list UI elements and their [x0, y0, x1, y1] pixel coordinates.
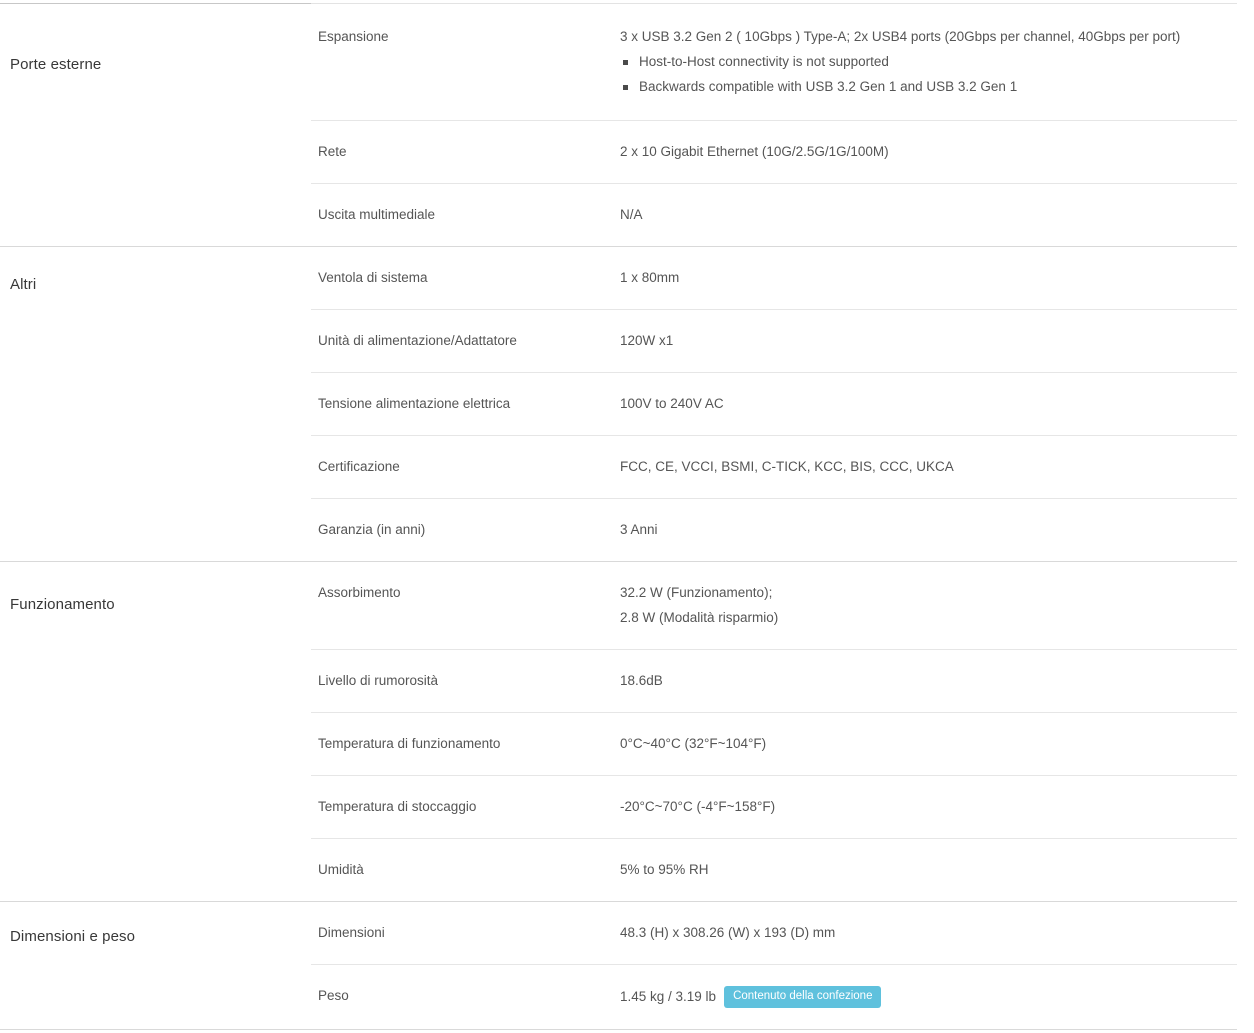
value-line: 18.6dB [620, 673, 663, 688]
spec-row [311, 965, 1237, 1029]
spec-row-label: Assorbimento [318, 585, 401, 600]
spec-row-label: Peso [318, 988, 349, 1003]
value-line: 32.2 W (Funzionamento); [620, 585, 773, 600]
category-label: Porte esterne [10, 56, 102, 73]
spec-section [0, 902, 1237, 1030]
spec-row [311, 902, 1237, 965]
value-line: 100V to 240V AC [620, 396, 724, 411]
spec-row [311, 121, 1237, 184]
spec-row [311, 650, 1237, 713]
spec-row-label: Livello di rumorosità [318, 673, 439, 688]
spec-row-label: Garanzia (in anni) [318, 522, 426, 537]
spec-row [311, 713, 1237, 776]
spec-row [311, 4, 1237, 121]
spec-row-label: Tensione alimentazione elettrica [318, 396, 511, 411]
spec-row [311, 247, 1237, 310]
bullet-text: Backwards compatible with USB 3.2 Gen 1 and USB 3.2 Gen 1 [639, 79, 1018, 94]
category-label: Altri [10, 276, 37, 293]
spec-row-value [620, 268, 1237, 288]
spec-row-label: Certificazione [318, 459, 400, 474]
spec-row [311, 373, 1237, 436]
value-line: 48.3 (H) x 308.26 (W) x 193 (D) mm [620, 925, 836, 940]
spec-row-value [620, 331, 1237, 351]
spec-row-label: Uscita multimediale [318, 207, 436, 222]
value-line: 2.8 W (Modalità risparmio) [620, 610, 779, 625]
spec-row [311, 562, 1237, 650]
value-line: 3 Anni [620, 522, 658, 537]
category-label: Dimensioni e peso [10, 928, 136, 945]
spec-row-value [620, 734, 1237, 754]
section-rows [311, 562, 1237, 901]
bullet-square-icon [623, 60, 628, 65]
value-line: N/A [620, 207, 643, 222]
value-line: 120W x1 [620, 333, 674, 348]
value-with-badge [620, 986, 1237, 1008]
spec-row-label: Dimensioni [318, 925, 385, 940]
category-cell [0, 902, 311, 1029]
bullet-item [620, 77, 1237, 97]
bullet-text: Host-to-Host connectivity is not supported [639, 54, 889, 69]
category-cell [0, 562, 311, 901]
spec-row [311, 776, 1237, 839]
spec-row [311, 310, 1237, 373]
spec-row-label: Ventola di sistema [318, 270, 428, 285]
spec-row-value [620, 923, 1237, 943]
spec-row-value [620, 797, 1237, 817]
spec-section [0, 247, 1237, 562]
value-line: 0°C~40°C (32°F~104°F) [620, 736, 767, 751]
spec-row [311, 436, 1237, 499]
spec-row-label: Temperatura di funzionamento [318, 736, 501, 751]
spec-row-value [620, 671, 1237, 691]
spec-row [311, 839, 1237, 901]
spec-row-value [620, 457, 1237, 477]
category-cell [0, 4, 311, 246]
spec-row-label: Unità di alimentazione/Adattatore [318, 333, 517, 348]
category-label: Funzionamento [10, 596, 115, 613]
bullet-item [620, 52, 1237, 72]
spec-row-label: Rete [318, 144, 347, 159]
spec-row-value [620, 986, 1237, 1008]
spec-row-value [620, 860, 1237, 880]
spec-row-value [620, 583, 1237, 628]
value-line: 1 x 80mm [620, 270, 680, 285]
spec-row-label: Temperatura di stoccaggio [318, 799, 477, 814]
section-rows [311, 4, 1237, 246]
spec-row-value [620, 205, 1237, 225]
value-line: 2 x 10 Gigabit Ethernet (10G/2.5G/1G/100M) [620, 144, 889, 159]
value-line: FCC, CE, VCCI, BSMI, C-TICK, KCC, BIS, CCC, UKCA [620, 459, 954, 474]
value-line: -20°C~70°C (-4°F~158°F) [620, 799, 776, 814]
spec-row-value [620, 142, 1237, 162]
spec-section [0, 562, 1237, 902]
spec-row-value [620, 27, 1237, 97]
spec-row-label: Espansione [318, 29, 389, 44]
value-line: 3 x USB 3.2 Gen 2 ( 10Gbps ) Type-A; 2x USB4 ports (20Gbps per channel, 40Gbps per port) [620, 29, 1181, 44]
value-line: 5% to 95% RH [620, 862, 709, 877]
section-rows [311, 902, 1237, 1029]
category-cell [0, 247, 311, 561]
spec-row-value [620, 394, 1237, 414]
spec-row [311, 499, 1237, 561]
spec-row [311, 184, 1237, 246]
spec-section [0, 4, 1237, 247]
section-rows [311, 247, 1237, 561]
package-contents-badge[interactable]: Contenuto della confezione [724, 986, 881, 1008]
bullet-square-icon [623, 85, 628, 90]
spec-row-label: Umidità [318, 862, 364, 877]
spec-row-value [620, 520, 1237, 540]
value-text: 1.45 kg / 3.19 lb [620, 989, 717, 1004]
